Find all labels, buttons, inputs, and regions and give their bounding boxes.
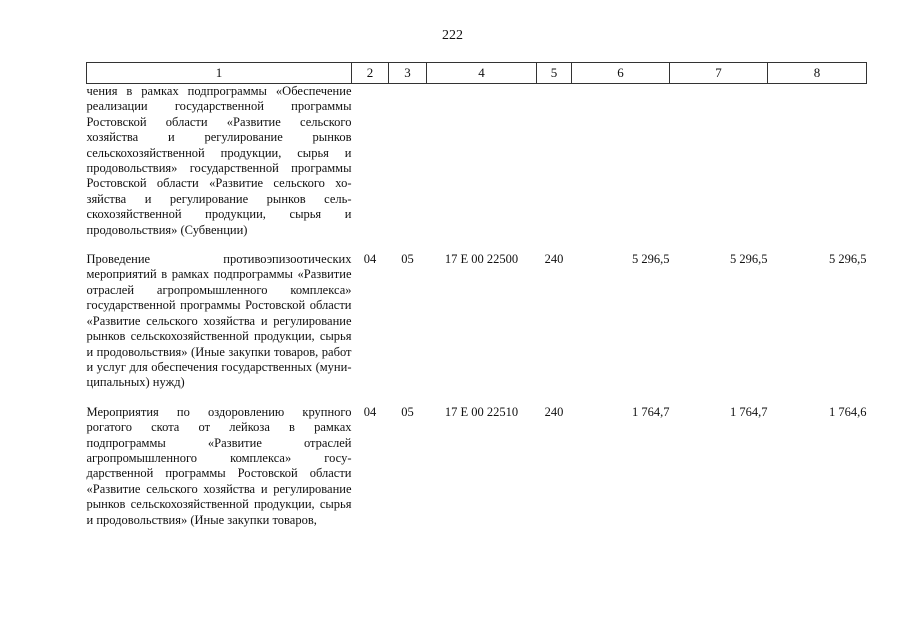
table-row — [87, 405, 867, 528]
header-row — [87, 63, 867, 84]
column-header-7: 7 — [670, 63, 768, 84]
column-header-4: 4 — [427, 63, 537, 84]
column-header-2: 2 — [352, 63, 389, 84]
row-expense-type: 240 — [544, 404, 564, 419]
row-amount-2 — [670, 84, 768, 253]
column-header-1: 1 — [87, 63, 352, 84]
table-header — [87, 63, 867, 84]
row-description: чения в рамках подпрограммы «Обеспечение реализации государственной программы Ростовской области «Развитие сельского хозяйства и регулирование рынков сельскохозяйственной продукции, сырья и продовольствия» государственной программы Ростовской области «Развитие сельского хозяйства и регулирование рынков сельскохозяйственной продукции, сырья и продовольствия» (Субвенции) — [86, 84, 352, 237]
row-target-article: 17 Е 00 22510 — [444, 404, 519, 419]
table-row — [87, 252, 867, 405]
column-header-3: 3 — [389, 63, 427, 84]
row-subsection-code — [389, 84, 427, 253]
row-description: Проведение противоэпизоотических мероприятий в рамках подпрограммы «Развитие отраслей агропромышленного комплекса» государственной программы Ростовской области «Развитие сельского хозяйства и регулирование рынков сельскохозяйственной продукции, сырья и продовольствия» (Иные закупки товаров, работ и услуг для обеспечения государственных (муниципальных) нужд) — [86, 252, 352, 390]
row-target-article — [427, 84, 537, 253]
row-subsection-code: 05 — [401, 404, 414, 419]
table-row — [87, 84, 867, 253]
column-header-8: 8 — [768, 63, 867, 84]
row-amount-3: 5 296,5 — [829, 252, 867, 267]
row-section-code: 04 — [363, 252, 377, 267]
row-section-code — [352, 84, 389, 253]
row-subsection-code: 05 — [401, 252, 414, 267]
row-amount-2: 1 764,7 — [730, 404, 768, 419]
row-amount-1 — [572, 84, 670, 253]
row-expense-type — [537, 84, 572, 253]
row-amount-3 — [768, 84, 867, 253]
row-target-article: 17 Е 00 22500 — [444, 252, 519, 267]
budget-table — [86, 62, 867, 528]
row-amount-2: 5 296,5 — [730, 252, 768, 267]
column-header-5: 5 — [537, 63, 572, 84]
row-amount-1: 1 764,7 — [632, 404, 670, 419]
row-amount-3: 1 764,6 — [829, 404, 867, 419]
row-expense-type: 240 — [544, 252, 564, 267]
row-section-code: 04 — [363, 404, 377, 419]
column-header-6: 6 — [572, 63, 670, 84]
row-description: Мероприятия по оздоровлению крупного рогатого скота от лейкоза в рамках подпрограммы «Развитие отраслей агропромышленного комплекса» государственной программы Ростовской области «Развитие сельского хозяйства и регулирование рынков сельскохозяйственной продукции, сырья и продовольствия» (Иные закупки товаров, — [86, 404, 352, 527]
row-amount-1: 5 296,5 — [632, 252, 670, 267]
page-number: 222 — [442, 28, 463, 43]
